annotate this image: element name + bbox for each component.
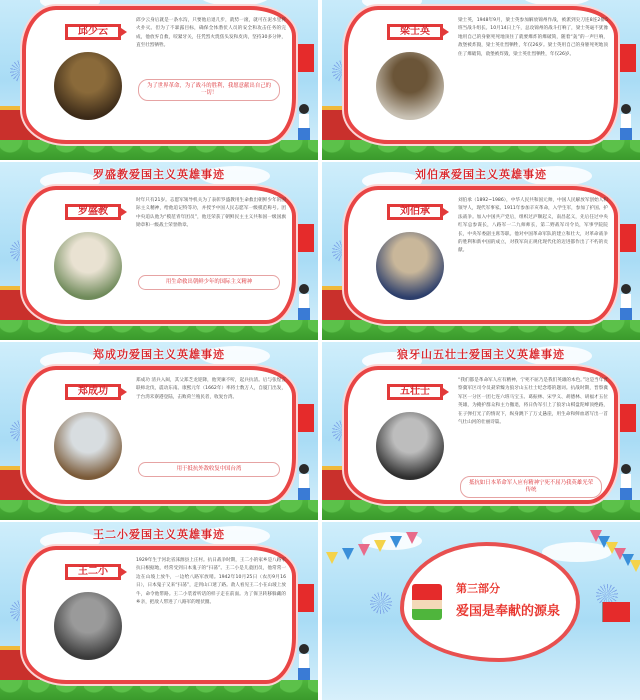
hero-name-tag: 王二小 xyxy=(65,564,121,580)
hero-quote: 抵抗如日本革命军人应有精神宁死不屈乃我英雄光荣传统 xyxy=(460,476,602,498)
bunting-flag xyxy=(630,560,640,572)
girl-figure xyxy=(620,104,632,148)
girl-skirt xyxy=(298,308,310,320)
girl-skirt xyxy=(298,668,310,680)
bunting-flag xyxy=(342,548,354,560)
girl-shirt xyxy=(299,114,309,128)
slide-thumbnail[interactable] xyxy=(0,162,318,340)
slide-thumbnail[interactable] xyxy=(0,342,318,520)
hero-name-tag: 梁士英 xyxy=(387,24,443,40)
bunting-flag xyxy=(374,540,386,552)
slide-thumbnail-section[interactable] xyxy=(322,522,640,700)
hero-name-tag: 罗盛教 xyxy=(65,204,121,220)
girl-skirt xyxy=(620,128,632,140)
section-part-label: 第三部分 xyxy=(456,582,500,595)
girl-head xyxy=(621,464,631,474)
hero-quote: 用于抵抗外敌收复中国台湾 xyxy=(138,462,280,477)
hero-quote: 用生命救出朝鲜少年的国际主义精神 xyxy=(138,275,280,290)
slide-thumbnail[interactable] xyxy=(0,522,318,700)
hero-portrait xyxy=(54,592,122,660)
hero-description: “我们都是革命军人应有精神，宁死不屈乃是我们英雄的本色。”这是当年晋察冀军区司令员聂荣臻为狼牙山五壮士纪念塔的题词。抗战时期，晋察冀军区一分区一团七连六班马宝玉、葛振林、宋学义、胡德林、胡福才五位英雄，为掩护群众和主力撤退，将日伪军引上了狼牙山棋盘陀峰顶绝路，在子弹打光了的情况下，纵身跳下了万丈悬崖，用生命和鲜血谱写出一首气壮山河的壮丽诗篇。 xyxy=(458,378,608,426)
bunting-flag xyxy=(406,532,418,544)
girl-shirt xyxy=(621,114,631,128)
girl-shirt xyxy=(299,654,309,668)
section-heading: 爱国是奉献的源泉 xyxy=(456,604,561,619)
girl-head xyxy=(299,644,309,654)
hero-description: 1929年生于河北省涞源县上庄村。抗日战争时期，王二小的家乡是八路军抗日根据地，经常受到日本鬼子的“扫荡”。王二小是儿童团员，他常常一边在山坡上放牛，一边给八路军放哨。1942年10月25日（农历9月16日），日本鬼子又来“扫荡”，走到山口迷了路。敌人看见王二小在山坡上放牛，命令他带路。王二小装着听话的样子走在前面。为了保卫转移躲藏的乡亲，把敌人带进了八路军的埋伏圈。 xyxy=(136,558,286,606)
slide-title: 王二小爱国主义英雄事迹 xyxy=(93,528,225,541)
girl-head xyxy=(299,284,309,294)
girl-figure xyxy=(298,284,310,328)
girl-head xyxy=(621,284,631,294)
hero-portrait xyxy=(376,52,444,120)
girl-figure xyxy=(298,464,310,508)
hero-portrait xyxy=(54,52,122,120)
hero-name-tag: 刘伯承 xyxy=(387,204,443,220)
girl-figure xyxy=(298,104,310,148)
bunting-flag xyxy=(326,552,338,564)
bunting-flag xyxy=(390,536,402,548)
girl-head xyxy=(299,464,309,474)
firework-decoration xyxy=(370,592,392,614)
hero-name-tag: 邱少云 xyxy=(65,24,121,40)
hero-portrait xyxy=(376,232,444,300)
slide-title: 狼牙山五壮士爱国主义英雄事迹 xyxy=(397,348,565,361)
hero-description: 时年只有21岁。志愿军领导机关为了表彰罗盛教用生命救出朝鲜少年的国际主义精神，给他追记特等功，并授予中国人民志愿军一级模范称号。团中央追认他为“模范青年团员”，他还荣获了朝鲜民主主义共和国一级国旗勋章和一级战士荣誉勋章。 xyxy=(136,198,286,229)
slide-title: 郑成功爱国主义英雄事迹 xyxy=(93,348,225,361)
slide-thumbnail[interactable] xyxy=(322,162,640,340)
hero-portrait xyxy=(376,412,444,480)
hero-quote: 为了世界革命，为了战斗的胜利，我愿意献出自己的一切！ xyxy=(138,79,280,101)
girl-figure xyxy=(298,644,310,688)
hero-description: 郑成功 清兵入闽，其父郑芝龙迎降，他哭谏不听，起兵抗清。后与张煌言联师北伐，震动东南。康熙元年（1662年）率将士数万人，自厦门出发，于台湾禾寮港登陆，击败荷兰殖民者，收复台湾。 xyxy=(136,378,286,400)
girl-figure xyxy=(620,284,632,328)
girl-figure xyxy=(620,464,632,508)
slide-title: 罗盛教爱国主义英雄事迹 xyxy=(93,168,225,181)
slide-thumbnail[interactable] xyxy=(0,0,318,160)
hero-description: 刘伯承（1892~1986），中华人民共和国元帅，中国人民解放军创始人和领导人，现代军事家。1911年参加辛亥革命，入学生军，参加了护国、护法战争。加入中国共产党后，组织过泸顺起义，南昌起义，先后任过中央红军总参谋长，八路军一二九师师长，第二野战军司令员，军事学院院长，中央军委副主席等职。他对中国革命军队的建立和壮大，对革命战争的胜利和新中国的成立，对我军向正规化现代化的迈进都作出了不朽的贡献。 xyxy=(458,198,608,254)
girl-shirt xyxy=(621,474,631,488)
hero-description: 梁士英，1948年9月，梁士英参加解放锦州作战，被派到尖刀连8连2排5班当战斗组长。10月14日上午，总攻锦州的战斗打响了，梁士英毫不犹豫地用自己的身躯死死地顶住了就要爆炸的爆破筒，随着“轰”的一声巨响，敌堡被炸毁，梁士英壮烈牺牲，年仅26岁。梁士英用自己的身躯死死地顶住了爆破筒，敌堡被炸毁，梁士英壮烈牺牲，年仅26岁。 xyxy=(458,18,608,57)
girl-skirt xyxy=(620,488,632,500)
slide-thumbnail[interactable] xyxy=(322,0,640,160)
slide-thumbnail[interactable] xyxy=(322,342,640,520)
kids-with-flag-icon xyxy=(412,584,442,620)
hero-portrait xyxy=(54,232,122,300)
hero-description: 邱少云身后就是一条水沟，只要他后退几步，就势一滚，就可在泥水里将火扑灭。但为了不暴露目标，确保全体潜伏人员的安全和攻击任务的完成，他放弃自救，咬紧牙关，任凭烈火烧焦头发和皮肉，坚持30多分钟，直至壮烈牺牲。 xyxy=(136,18,286,49)
hero-name-tag: 五壮士 xyxy=(387,384,443,400)
girl-head xyxy=(299,104,309,114)
girl-skirt xyxy=(298,128,310,140)
hero-name-tag: 郑成功 xyxy=(65,384,121,400)
girl-shirt xyxy=(299,294,309,308)
girl-shirt xyxy=(621,294,631,308)
girl-skirt xyxy=(298,488,310,500)
girl-shirt xyxy=(299,474,309,488)
hero-portrait xyxy=(54,412,122,480)
girl-skirt xyxy=(620,308,632,320)
china-flag-icon xyxy=(602,602,630,622)
girl-head xyxy=(621,104,631,114)
slide-title: 刘伯承爱国主义英雄事迹 xyxy=(415,168,547,181)
bunting-flag xyxy=(358,544,370,556)
